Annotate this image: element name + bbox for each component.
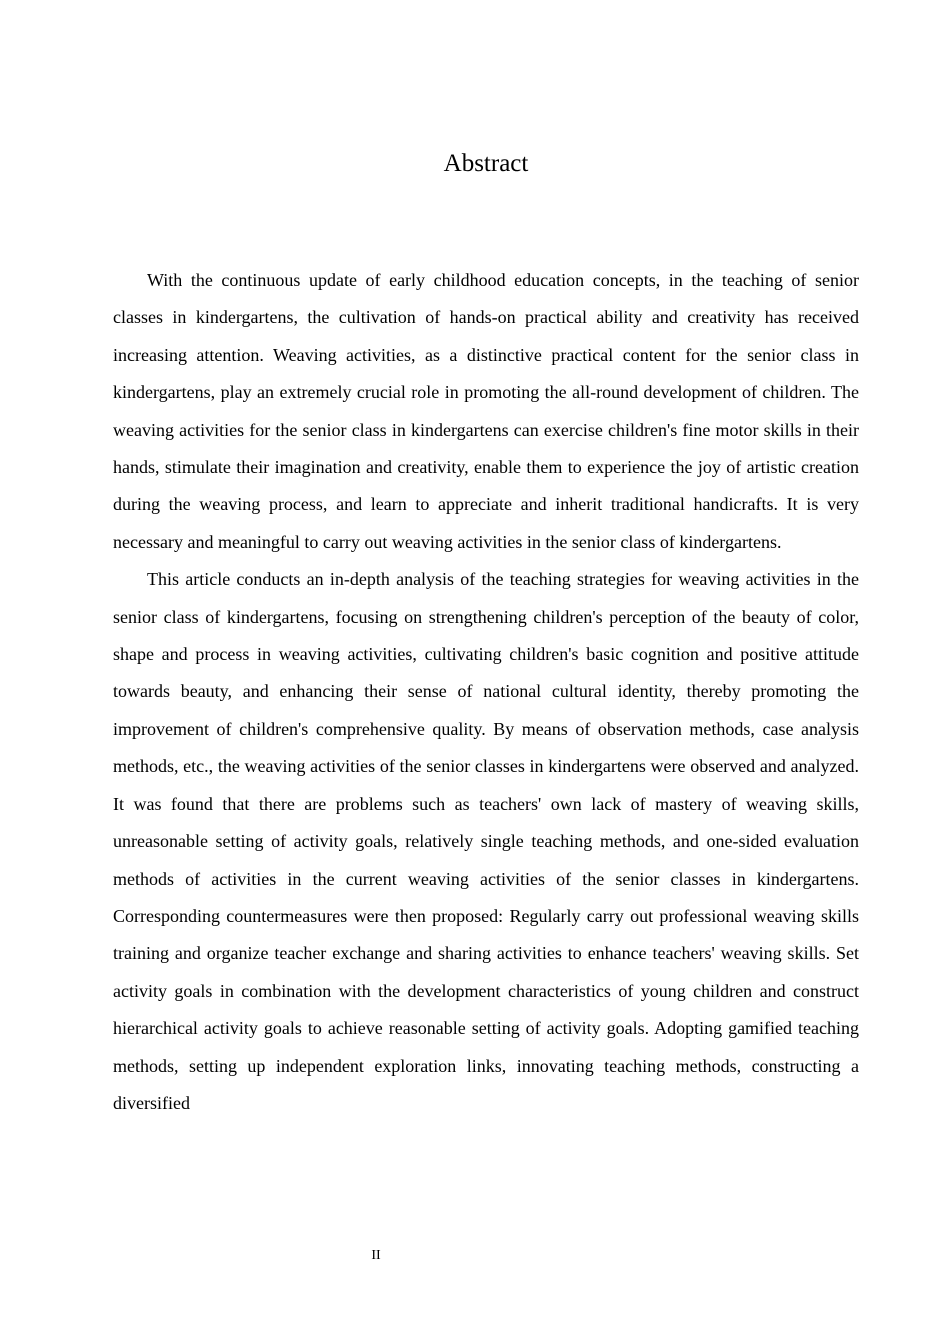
abstract-title: Abstract — [443, 150, 529, 177]
abstract-paragraph-1: With the continuous update of early childhood education concepts, in the teaching of senior classes in kindergartens, the cultivation of hands-on practical ability and creativity has received increasing attention. Weaving activities, as a distinctive practical content for the senior class in kindergartens, play an extremely crucial role in promoting the all-round development of children. The weaving activities for the senior class in kindergartens can exercise children's fine motor skills in their hands, stimulate their imagination and creativity, enable them to experience the joy of artistic creation during the weaving process, and learn to appreciate and inherit traditional handicrafts. It is very necessary and meaningful to carry out weaving activities in the senior class of kindergartens. — [113, 270, 859, 552]
abstract-paragraph-2: This article conducts an in-depth analysis of the teaching strategies for weaving activities in the senior class of kindergartens, focusing on strengthening children's perception of the beauty of color, shape and process in weaving activities, cultivating children's basic cognition and positive attitude towards beauty, and enhancing their sense of national cultural identity, thereby promoting the improvement of children's comprehensive quality. By means of observation methods, case analysis methods, etc., the weaving activities of the senior classes in kindergartens were observed and analyzed. It was found that there are problems such as teachers' own lack of mastery of weaving skills, unreasonable setting of activity goals, relatively single teaching methods, and one-sided evaluation methods of activities in the current weaving activities of the senior classes in kindergartens. Corresponding countermeasures were then proposed: Regularly carry out professional weaving skills training and organize teacher exchange and sharing activities to enhance teachers' weaving skills. Set activity goals in combination with the development characteristics of young children and construct hierarchical activity goals to achieve reasonable setting of activity goals. Adopting gamified teaching methods, setting up independent exploration links, innovating teaching methods, constructing a diversified — [113, 569, 859, 1113]
abstract-body — [113, 262, 859, 1122]
page-number: II — [371, 1248, 381, 1263]
